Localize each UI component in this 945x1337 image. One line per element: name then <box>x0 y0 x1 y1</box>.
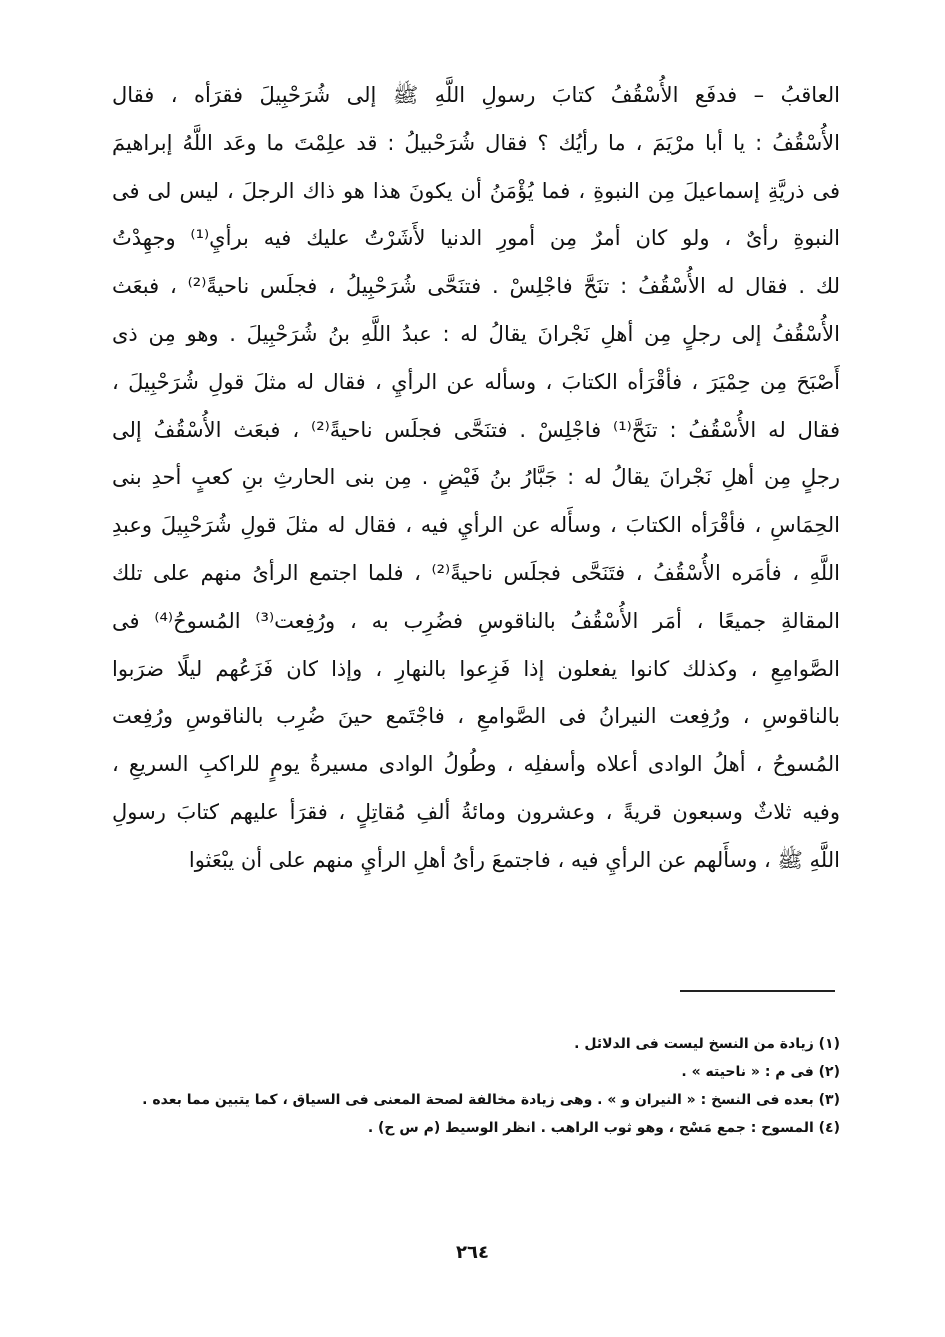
text-line: المقالةِ جميعًا ، أمَر الأُسْقُفُ بالناقوسِ فضُرِب به ، ورُفِعت⁽³⁾ المُسوحُ⁽⁴⁾ فى <box>112 608 840 633</box>
text-line: وفيه ثلاثٌ وسبعون قريةً ، وعشرون ومائةُ ألفِ مُقاتِلٍ ، فقرَأ عليهم كتابَ رسولِ <box>112 799 840 824</box>
text-line: النبوةِ رأىٌ ، ولو كان أمرٌ مِن أمورِ الدنيا لأَشَرْتُ عليك فيه برأيِ⁽¹⁾ وجهِدْتُ <box>112 226 840 251</box>
page-number: ٢٦٤ <box>456 1242 489 1263</box>
text-line: فقال له الأُسْقُفُ : تنَحَّ⁽¹⁾ فاجْلِسْ . فتنَحَّى فجلَس ناحيةً⁽²⁾ ، فبعَث الأُسْقُفُ إلى <box>112 417 840 442</box>
text-line: اللَّهِ ، فأمَره الأُسْقُفُ ، فتَنَحَّى فجلَس ناحيةً⁽²⁾ ، فلما اجتمع الرأىُ منهم على تلك <box>112 560 840 585</box>
text-line: فى ذريَّةِ إسماعيلَ مِن النبوةِ ، فما يُؤْمَنُ أن يكونَ هذا هو ذاك الرجلَ ، ليس لى فى <box>112 178 840 203</box>
footnote-separator <box>680 990 835 992</box>
text-line: الأُسْقُفُ إلى رجلٍ مِن أهلِ نَجْرانَ يقالُ له : عبدُ اللَّهِ بنُ شُرَحْبِيلَ . وهو مِن ذى <box>112 321 840 346</box>
footnotes <box>112 1030 840 1142</box>
footnote-4: (٤) المسوح : جمع مَسْح ، وهو ثوب الراهب . انظر الوسيط (م س ح) . <box>367 1120 840 1136</box>
footnote-1: (١) زيادة من النسخ ليست فى الدلائل . <box>574 1036 840 1052</box>
text-line: بالناقوسِ ، ورُفِعت النيرانُ فى الصَّوامعِ ، فاجْتَمع حينَ ضُرِب بالناقوسِ ورُفِعت <box>112 704 840 729</box>
text-line: الأُسْقُفُ : يا أبا مرْيَمَ ، ما رأيُك ؟ فقال شُرَحْبيلُ : قد علِمْتَ ما وعَد اللَّهُ إبراهيمَ <box>112 130 840 155</box>
footnote-2: (٢) فى م : « ناحيته » . <box>681 1064 840 1080</box>
text-line: اللَّهِ ﷺ ، وسأَلهم عن الرأيِ فيه ، فاجتمعَ رأىُ أهلِ الرأيِ منهم على أن يبْعَثوا <box>188 847 840 872</box>
text-line: الصَّوامِعِ ، وكذلك كانوا يفعلون إذا فَزِعوا بالنهارِ ، وإذا كان فَزَعُهم ليلًا ضرَبوا <box>112 656 840 681</box>
main-text <box>112 72 840 885</box>
footnote-3: (٣) بعده فى النسخ : « النيران و » . وهى زيادة مخالفة لصحة المعنى فى السياق ، كما يتبين مما بعده . <box>142 1092 840 1108</box>
text-line: الحِمَاسِ ، فأقْرَأه الكتابَ ، وسأَله عن الرأيِ فيه ، فقال له مثلَ قولِ شُرَحْبِيلَ وعبدِ <box>112 513 840 538</box>
text-line: المُسوحُ ، أهلُ الوادى أعلاه وأسفلِه ، وطُولُ الوادى مسيرةُ يومٍ للراكبِ السريعِ ، <box>112 752 840 777</box>
text-line: أَصْبَحَ مِن حِمْيَرَ ، فأقْرَأه الكتابَ ، وسأله عن الرأيِ ، فقال له مثلَ قولِ شُرَحْبِيلَ ، <box>112 369 840 394</box>
text-line: لك . فقال له الأُسْقُفُ : تنَحَّ فاجْلِسْ . فتنَحَّى شُرَحْبِيلُ ، فجلَس ناحيةً⁽²⁾ ، فبعَث <box>112 274 840 299</box>
text-line: العاقبُ – فدفَع الأُسْقُفُ كتابَ رسولِ اللَّهِ ﷺ إلى شُرَحْبِيلَ فقرَأه ، فقال <box>112 83 840 107</box>
text-line: رجلٍ مِن أهلِ نَجْرانَ يقالُ له : جَبَّارُ بنُ فَيْضٍ . مِن بنى الحارثِ بنِ كعبٍ أحدِ بنى <box>112 465 840 490</box>
